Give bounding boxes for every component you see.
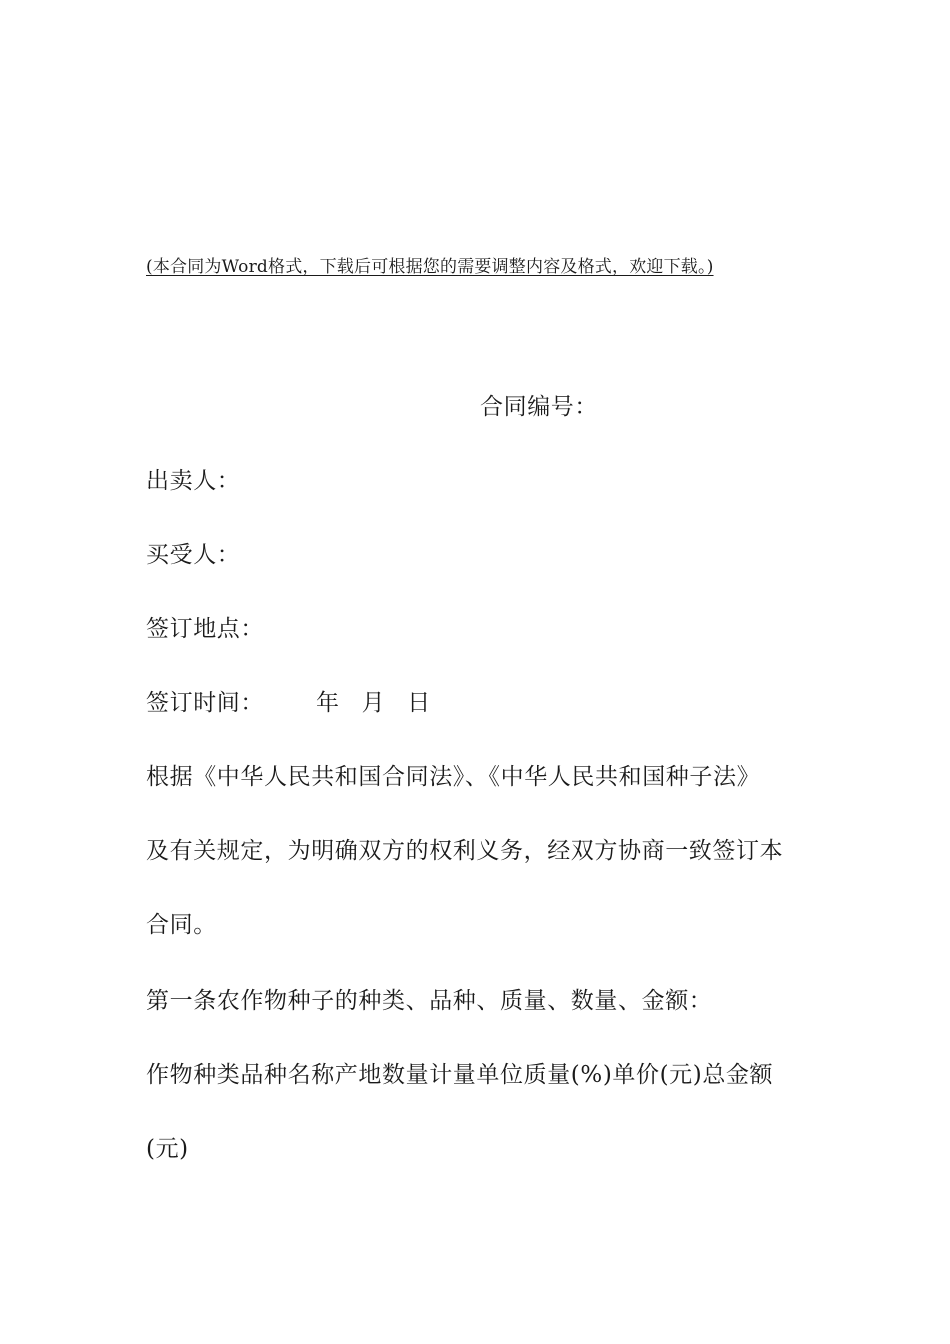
- body-line-1: 根据《中华人民共和国合同法》、《中华人民共和国种子法》: [146, 764, 761, 790]
- sign-time-label: 签订时间：: [146, 690, 264, 716]
- body-line-2: 及有关规定，为明确双方的权利义务，经双方协商一致签订本: [146, 838, 784, 864]
- seller-label: 出卖人：: [146, 468, 241, 494]
- sign-place-label: 签订地点：: [146, 616, 264, 642]
- sign-time-day: 日: [407, 690, 431, 716]
- body-line-3: 合同。: [146, 912, 217, 938]
- article-one-heading: 第一条农作物种子的种类、品种、质量、数量、金额：: [146, 988, 713, 1014]
- buyer-label: 买受人：: [146, 542, 241, 568]
- sign-time-month: 月: [361, 690, 386, 716]
- seed-table-header: 作物种类品种名称产地数量计量单位质量(%)单价(元)总金额: [146, 1062, 774, 1088]
- seed-table-header-cont: (元): [146, 1136, 189, 1162]
- format-notice: (本合同为Word格式，下载后可根据您的需要调整内容及格式，欢迎下载。): [146, 257, 714, 277]
- contract-number-label: 合同编号：: [480, 394, 598, 420]
- sign-time-line: [146, 684, 431, 717]
- sign-time-year: 年: [316, 690, 340, 716]
